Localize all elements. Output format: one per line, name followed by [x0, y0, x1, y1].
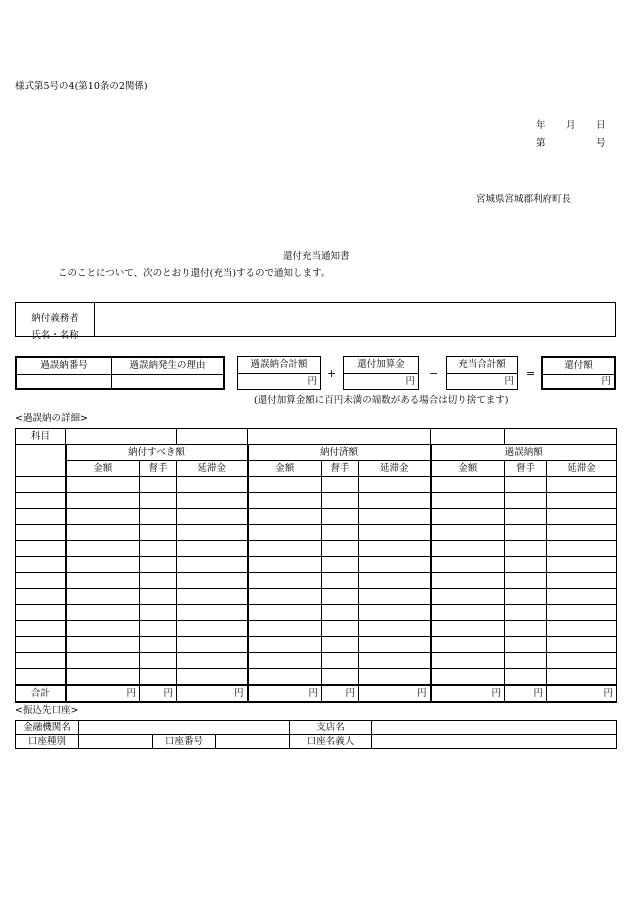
column-header: 督手: [322, 461, 359, 477]
detail-amount-cell[interactable]: [505, 573, 547, 589]
detail-amount-cell[interactable]: [547, 509, 617, 525]
detail-amount-cell[interactable]: [322, 557, 359, 573]
detail-amount-cell[interactable]: [359, 493, 431, 509]
detail-subject-cell[interactable]: [16, 493, 66, 509]
detail-subject-cell[interactable]: [16, 477, 66, 493]
detail-amount-cell[interactable]: [322, 653, 359, 669]
detail-amount-cell[interactable]: [322, 493, 359, 509]
date-day: 日: [596, 120, 606, 131]
detail-amount-cell[interactable]: [359, 605, 431, 621]
detail-amount-cell[interactable]: [547, 621, 617, 637]
document-title: 還付充当通知書: [283, 251, 350, 262]
subject-cell[interactable]: [505, 429, 617, 445]
detail-row: [16, 525, 617, 541]
detail-subject-cell[interactable]: [16, 589, 66, 605]
bank-heading: <振込先口座>: [15, 705, 79, 716]
overpay-info-box: [15, 356, 225, 390]
detail-amount-cell[interactable]: [177, 669, 248, 686]
detail-row: [16, 653, 617, 669]
detail-amount-cell[interactable]: [322, 541, 359, 557]
detail-amount-cell[interactable]: [248, 557, 322, 573]
refund-add-box: [343, 356, 419, 390]
plus-sign: +: [327, 367, 337, 380]
detail-amount-cell[interactable]: [66, 557, 140, 573]
detail-amount-cell[interactable]: [505, 621, 547, 637]
detail-amount-cell[interactable]: [431, 621, 505, 637]
detail-amount-cell[interactable]: [177, 573, 248, 589]
detail-amount-cell[interactable]: [359, 589, 431, 605]
subject-row: [16, 429, 617, 445]
rounding-note: (還付加算金額に百円未満の端数がある場合は切り捨てます): [254, 395, 509, 406]
detail-amount-cell[interactable]: [177, 477, 248, 493]
overpay-no-value[interactable]: [16, 374, 112, 389]
detail-amount-cell[interactable]: [177, 525, 248, 541]
account-type-label: 口座種別: [16, 735, 79, 749]
detail-amount-cell[interactable]: [505, 541, 547, 557]
detail-amount-cell[interactable]: [547, 605, 617, 621]
detail-subject-cell[interactable]: [16, 509, 66, 525]
total-label: 合計: [16, 685, 66, 702]
subject-cell[interactable]: [248, 429, 431, 445]
total-yen: 円: [359, 685, 431, 702]
detail-amount-cell[interactable]: [359, 557, 431, 573]
number-dai: 第: [536, 138, 546, 149]
detail-amount-cell[interactable]: [505, 493, 547, 509]
detail-amount-cell[interactable]: [431, 589, 505, 605]
detail-subject-cell[interactable]: [16, 653, 66, 669]
detail-row: [16, 605, 617, 621]
total-row: [16, 685, 617, 702]
detail-amount-cell[interactable]: [177, 621, 248, 637]
applied-total-label: 充当合計額: [447, 357, 518, 374]
refund-amount-label: 還付額: [542, 357, 615, 374]
detail-subject-cell[interactable]: [16, 573, 66, 589]
detail-amount-cell[interactable]: [248, 589, 322, 605]
detail-subject-cell[interactable]: [16, 525, 66, 541]
total-yen: 円: [505, 685, 547, 702]
detail-row: [16, 557, 617, 573]
detail-amount-cell[interactable]: [140, 589, 177, 605]
equals-sign: =: [526, 367, 536, 380]
detail-amount-cell[interactable]: [140, 493, 177, 509]
detail-subject-cell[interactable]: [16, 637, 66, 653]
detail-amount-cell[interactable]: [359, 541, 431, 557]
overpay-no-label: 過誤納番号: [16, 357, 112, 374]
refund-amount-box: [541, 356, 616, 390]
detail-amount-cell[interactable]: [140, 669, 177, 686]
group-header: 納付済額: [248, 445, 431, 461]
detail-amount-cell[interactable]: [505, 509, 547, 525]
detail-amount-cell[interactable]: [140, 605, 177, 621]
group-header: 過誤納額: [431, 445, 617, 461]
detail-amount-cell[interactable]: [66, 541, 140, 557]
bank-table: [15, 720, 617, 749]
intro-text: このことについて、次のとおり還付(充当)するので通知します。: [58, 268, 331, 279]
detail-amount-cell[interactable]: [547, 573, 617, 589]
branch-value[interactable]: [372, 721, 617, 735]
detail-amount-cell[interactable]: [66, 589, 140, 605]
detail-amount-cell[interactable]: [140, 637, 177, 653]
detail-amount-cell[interactable]: [322, 669, 359, 686]
institution-value[interactable]: [79, 721, 290, 735]
issuer: 宮城県宮城郡利府町長: [476, 194, 572, 205]
date-year: 年: [536, 120, 546, 131]
account-holder-label: 口座名義人: [290, 735, 372, 749]
total-yen: 円: [431, 685, 505, 702]
detail-subject-cell[interactable]: [16, 621, 66, 637]
detail-amount-cell[interactable]: [322, 525, 359, 541]
detail-amount-cell[interactable]: [505, 477, 547, 493]
subject-cell[interactable]: [177, 429, 248, 445]
payer-label-line1: 納付義務者: [31, 313, 79, 324]
detail-amount-cell[interactable]: [547, 589, 617, 605]
detail-amount-cell[interactable]: [322, 589, 359, 605]
detail-amount-cell[interactable]: [322, 477, 359, 493]
detail-amount-cell[interactable]: [359, 637, 431, 653]
blank-header-cell: [16, 445, 66, 477]
detail-amount-cell[interactable]: [547, 669, 617, 686]
detail-row: [16, 477, 617, 493]
detail-amount-cell[interactable]: [177, 509, 248, 525]
account-no-label: 口座番号: [153, 735, 216, 749]
detail-amount-cell[interactable]: [177, 557, 248, 573]
detail-amount-cell[interactable]: [66, 669, 140, 686]
detail-amount-cell[interactable]: [140, 621, 177, 637]
column-header-row: [16, 461, 617, 477]
detail-amount-cell[interactable]: [66, 509, 140, 525]
detail-amount-cell[interactable]: [177, 541, 248, 557]
overpay-reason-label: 過誤納発生の理由: [112, 357, 225, 374]
detail-amount-cell[interactable]: [248, 493, 322, 509]
detail-subject-cell[interactable]: [16, 669, 66, 686]
detail-amount-cell[interactable]: [505, 605, 547, 621]
refund-amount-yen: 円: [542, 374, 615, 389]
detail-row: [16, 637, 617, 653]
subject-label: 科目: [16, 429, 66, 445]
detail-amount-cell[interactable]: [547, 653, 617, 669]
detail-amount-cell[interactable]: [66, 493, 140, 509]
detail-amount-cell[interactable]: [177, 637, 248, 653]
detail-row: [16, 589, 617, 605]
payer-label: [16, 303, 95, 341]
detail-amount-cell[interactable]: [431, 525, 505, 541]
overpay-total-box: [237, 356, 321, 390]
applied-total-yen: 円: [447, 374, 518, 390]
detail-amount-cell[interactable]: [66, 605, 140, 621]
detail-subject-cell[interactable]: [16, 557, 66, 573]
total-yen: 円: [66, 685, 140, 702]
detail-amount-cell[interactable]: [248, 573, 322, 589]
column-header: 金額: [248, 461, 322, 477]
detail-amount-cell[interactable]: [431, 541, 505, 557]
total-yen: 円: [322, 685, 359, 702]
detail-amount-cell[interactable]: [322, 605, 359, 621]
payer-label-line2: 氏名・名称: [31, 330, 79, 341]
detail-amount-cell[interactable]: [431, 509, 505, 525]
institution-label: 金融機関名: [16, 721, 79, 735]
column-header: 金額: [431, 461, 505, 477]
detail-amount-cell[interactable]: [359, 669, 431, 686]
column-header: 督手: [505, 461, 547, 477]
group-header-row: [16, 445, 617, 461]
detail-amount-cell[interactable]: [140, 509, 177, 525]
detail-amount-cell[interactable]: [322, 573, 359, 589]
detail-amount-cell[interactable]: [505, 525, 547, 541]
detail-amount-cell[interactable]: [177, 653, 248, 669]
detail-heading: <過誤納の詳細>: [15, 413, 88, 424]
column-header: 延滞金: [177, 461, 248, 477]
detail-amount-cell[interactable]: [359, 653, 431, 669]
detail-amount-cell[interactable]: [431, 653, 505, 669]
subject-cell[interactable]: [66, 429, 177, 445]
branch-label: 支店名: [290, 721, 372, 735]
detail-amount-cell[interactable]: [547, 477, 617, 493]
detail-row: [16, 669, 617, 686]
detail-amount-cell[interactable]: [359, 621, 431, 637]
detail-amount-cell[interactable]: [505, 653, 547, 669]
column-header: 延滞金: [359, 461, 431, 477]
detail-amount-cell[interactable]: [431, 637, 505, 653]
detail-amount-cell[interactable]: [431, 669, 505, 686]
payer-box: [15, 302, 616, 341]
detail-amount-cell[interactable]: [547, 525, 617, 541]
detail-amount-cell[interactable]: [248, 621, 322, 637]
detail-amount-cell[interactable]: [248, 605, 322, 621]
account-holder-value[interactable]: [372, 735, 617, 749]
detail-amount-cell[interactable]: [431, 557, 505, 573]
detail-amount-cell[interactable]: [248, 509, 322, 525]
detail-amount-cell[interactable]: [248, 541, 322, 557]
detail-row: [16, 573, 617, 589]
detail-amount-cell[interactable]: [248, 637, 322, 653]
refund-add-label: 還付加算金: [344, 357, 419, 374]
detail-subject-cell[interactable]: [16, 605, 66, 621]
refund-add-yen: 円: [344, 374, 419, 390]
detail-amount-cell[interactable]: [140, 573, 177, 589]
detail-amount-cell[interactable]: [359, 477, 431, 493]
total-yen: 円: [248, 685, 322, 702]
detail-amount-cell[interactable]: [547, 557, 617, 573]
detail-amount-cell[interactable]: [547, 493, 617, 509]
detail-row: [16, 621, 617, 637]
detail-amount-cell[interactable]: [177, 589, 248, 605]
column-header: 延滞金: [547, 461, 617, 477]
detail-amount-cell[interactable]: [359, 525, 431, 541]
detail-amount-cell[interactable]: [547, 541, 617, 557]
column-header: 督手: [140, 461, 177, 477]
account-no-value[interactable]: [216, 735, 290, 749]
detail-amount-cell[interactable]: [248, 477, 322, 493]
detail-amount-cell[interactable]: [431, 573, 505, 589]
group-header: 納付すべき額: [66, 445, 248, 461]
detail-subject-cell[interactable]: [16, 541, 66, 557]
detail-row: [16, 509, 617, 525]
overpay-total-yen: 円: [238, 374, 321, 390]
subject-cell[interactable]: [431, 429, 505, 445]
detail-amount-cell[interactable]: [140, 653, 177, 669]
detail-amount-cell[interactable]: [431, 477, 505, 493]
detail-amount-cell[interactable]: [431, 605, 505, 621]
applied-total-box: [446, 356, 518, 390]
detail-amount-cell[interactable]: [505, 557, 547, 573]
number-go: 号: [596, 138, 606, 149]
detail-amount-cell[interactable]: [140, 541, 177, 557]
detail-amount-cell[interactable]: [505, 589, 547, 605]
detail-amount-cell[interactable]: [359, 509, 431, 525]
detail-amount-cell[interactable]: [66, 621, 140, 637]
detail-amount-cell[interactable]: [140, 477, 177, 493]
total-yen: 円: [547, 685, 617, 702]
detail-amount-cell[interactable]: [322, 621, 359, 637]
detail-amount-cell[interactable]: [322, 509, 359, 525]
total-yen: 円: [177, 685, 248, 702]
detail-amount-cell[interactable]: [248, 669, 322, 686]
detail-amount-cell[interactable]: [505, 637, 547, 653]
detail-amount-cell[interactable]: [140, 525, 177, 541]
detail-amount-cell[interactable]: [140, 557, 177, 573]
form-id: 様式第5号の4(第10条の2関係): [15, 81, 148, 92]
date-month: 月: [566, 120, 576, 131]
column-header: 金額: [66, 461, 140, 477]
detail-table: [15, 428, 617, 703]
detail-row: [16, 541, 617, 557]
detail-amount-cell[interactable]: [66, 477, 140, 493]
minus-sign: −: [429, 367, 439, 380]
detail-amount-cell[interactable]: [66, 653, 140, 669]
detail-amount-cell[interactable]: [66, 525, 140, 541]
detail-amount-cell[interactable]: [505, 669, 547, 686]
detail-amount-cell[interactable]: [66, 637, 140, 653]
detail-row: [16, 493, 617, 509]
detail-amount-cell[interactable]: [431, 493, 505, 509]
detail-amount-cell[interactable]: [177, 493, 248, 509]
detail-amount-cell[interactable]: [322, 637, 359, 653]
detail-amount-cell[interactable]: [66, 573, 140, 589]
overpay-total-label: 過誤納合計額: [238, 357, 321, 374]
detail-amount-cell[interactable]: [359, 573, 431, 589]
overpay-reason-value[interactable]: [112, 374, 225, 389]
detail-amount-cell[interactable]: [248, 525, 322, 541]
detail-amount-cell[interactable]: [248, 653, 322, 669]
account-type-value[interactable]: [79, 735, 153, 749]
total-yen: 円: [140, 685, 177, 702]
detail-amount-cell[interactable]: [177, 605, 248, 621]
detail-amount-cell[interactable]: [547, 637, 617, 653]
